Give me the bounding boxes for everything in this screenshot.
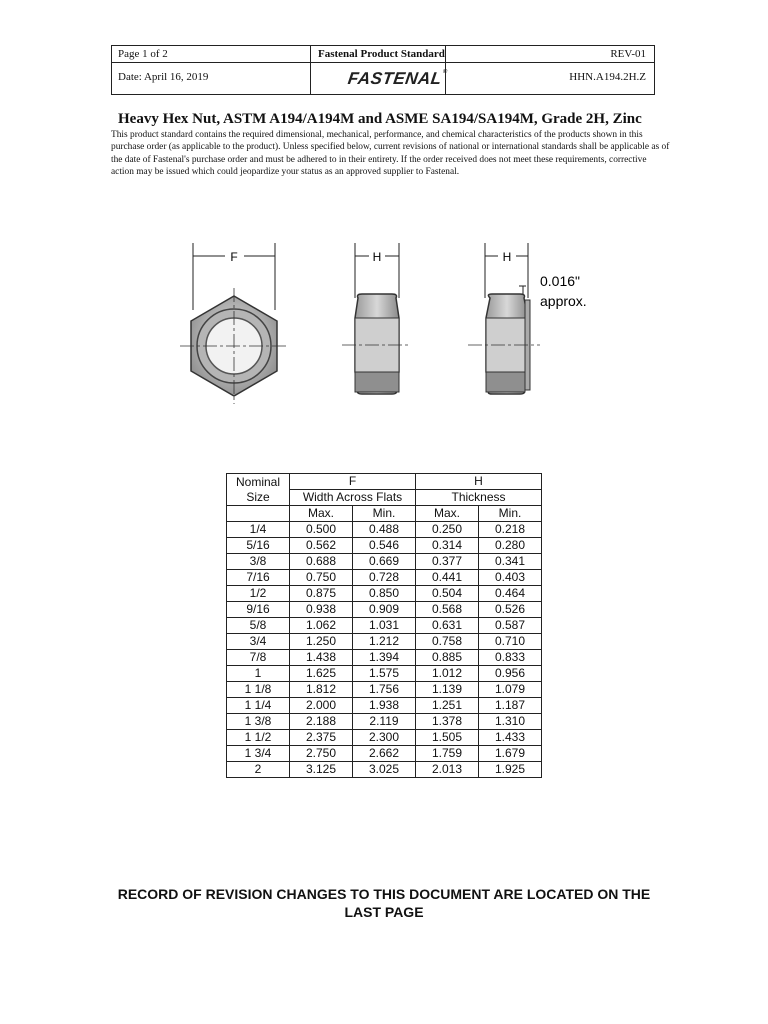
value-cell: 1.433 bbox=[479, 730, 542, 746]
table-row bbox=[227, 714, 542, 730]
document-header bbox=[111, 45, 655, 95]
width-across-flats-header: Width Across Flats bbox=[290, 490, 416, 506]
value-cell: 0.546 bbox=[353, 538, 416, 554]
value-cell: 1.756 bbox=[353, 682, 416, 698]
table-row bbox=[227, 698, 542, 714]
dim-label-h-washer: H bbox=[502, 250, 512, 264]
front-view bbox=[180, 243, 288, 404]
f-header: F bbox=[290, 474, 416, 490]
size-cell: 1 bbox=[227, 666, 290, 682]
value-cell: 0.587 bbox=[479, 618, 542, 634]
revision-note bbox=[100, 885, 668, 921]
nut-drawing bbox=[170, 238, 610, 408]
value-cell: 1.250 bbox=[290, 634, 353, 650]
size-cell: 7/16 bbox=[227, 570, 290, 586]
value-cell: 0.938 bbox=[290, 602, 353, 618]
value-cell: 0.758 bbox=[416, 634, 479, 650]
thickness-header: Thickness bbox=[416, 490, 542, 506]
value-cell: 1.012 bbox=[416, 666, 479, 682]
value-cell: 1.679 bbox=[479, 746, 542, 762]
table-row bbox=[227, 602, 542, 618]
value-cell: 2.188 bbox=[290, 714, 353, 730]
value-cell: 1.212 bbox=[353, 634, 416, 650]
value-cell: 0.688 bbox=[290, 554, 353, 570]
header-divider bbox=[310, 46, 311, 94]
size-cell: 1/4 bbox=[227, 522, 290, 538]
side-view bbox=[342, 243, 410, 394]
value-cell: 1.505 bbox=[416, 730, 479, 746]
size-cell: 5/16 bbox=[227, 538, 290, 554]
value-cell: 1.251 bbox=[416, 698, 479, 714]
dimensions-table bbox=[226, 473, 542, 778]
logo-mark: ® bbox=[442, 69, 449, 75]
value-cell: 0.377 bbox=[416, 554, 479, 570]
value-cell: 0.568 bbox=[416, 602, 479, 618]
value-cell: 0.280 bbox=[479, 538, 542, 554]
value-cell: 0.464 bbox=[479, 586, 542, 602]
value-cell: 1.812 bbox=[290, 682, 353, 698]
size-cell: 1/2 bbox=[227, 586, 290, 602]
value-cell: 1.139 bbox=[416, 682, 479, 698]
value-cell: 0.250 bbox=[416, 522, 479, 538]
value-cell: 0.631 bbox=[416, 618, 479, 634]
blank-cell bbox=[227, 506, 290, 522]
value-cell: 1.925 bbox=[479, 762, 542, 778]
value-cell: 2.750 bbox=[290, 746, 353, 762]
size-cell: 2 bbox=[227, 762, 290, 778]
value-cell: 0.750 bbox=[290, 570, 353, 586]
document-id: HHN.A194.2H.Z bbox=[569, 71, 646, 83]
revision: REV-01 bbox=[610, 48, 646, 60]
header-text: Size bbox=[246, 489, 270, 504]
max-header: Max. bbox=[416, 506, 479, 522]
value-cell: 0.885 bbox=[416, 650, 479, 666]
value-cell: 2.000 bbox=[290, 698, 353, 714]
header-text: Nominal bbox=[235, 474, 280, 489]
size-cell: 3/8 bbox=[227, 554, 290, 570]
value-cell: 0.403 bbox=[479, 570, 542, 586]
table-row bbox=[227, 682, 542, 698]
page-number: Page 1 of 2 bbox=[118, 48, 168, 60]
fastenal-logo bbox=[347, 69, 448, 89]
size-cell: 1 1/2 bbox=[227, 730, 290, 746]
section-view bbox=[468, 243, 587, 394]
value-cell: 1.575 bbox=[353, 666, 416, 682]
table-row bbox=[227, 538, 542, 554]
value-cell: 0.341 bbox=[479, 554, 542, 570]
table-row bbox=[227, 618, 542, 634]
value-cell: 0.956 bbox=[479, 666, 542, 682]
revision-note-line1: RECORD OF REVISION CHANGES TO THIS DOCUMENT ARE LOCATED ON THE bbox=[117, 886, 651, 902]
size-cell: 7/8 bbox=[227, 650, 290, 666]
value-cell: 0.504 bbox=[416, 586, 479, 602]
value-cell: 0.850 bbox=[353, 586, 416, 602]
nominal-size-header bbox=[227, 474, 290, 506]
table-row bbox=[227, 634, 542, 650]
size-cell: 1 1/8 bbox=[227, 682, 290, 698]
size-cell: 1 1/4 bbox=[227, 698, 290, 714]
value-cell: 0.441 bbox=[416, 570, 479, 586]
value-cell: 0.833 bbox=[479, 650, 542, 666]
value-cell: 1.079 bbox=[479, 682, 542, 698]
value-cell: 1.394 bbox=[353, 650, 416, 666]
washer-face-approx: approx. bbox=[540, 293, 587, 309]
value-cell: 0.526 bbox=[479, 602, 542, 618]
value-cell: 1.438 bbox=[290, 650, 353, 666]
table-row bbox=[227, 746, 542, 762]
table-row bbox=[227, 666, 542, 682]
min-header: Min. bbox=[479, 506, 542, 522]
value-cell: 2.119 bbox=[353, 714, 416, 730]
value-cell: 0.669 bbox=[353, 554, 416, 570]
value-cell: 1.031 bbox=[353, 618, 416, 634]
value-cell: 2.013 bbox=[416, 762, 479, 778]
table-row bbox=[227, 650, 542, 666]
value-cell: 1.938 bbox=[353, 698, 416, 714]
value-cell: 2.300 bbox=[353, 730, 416, 746]
table-row bbox=[227, 570, 542, 586]
value-cell: 1.310 bbox=[479, 714, 542, 730]
value-cell: 0.728 bbox=[353, 570, 416, 586]
size-cell: 1 3/8 bbox=[227, 714, 290, 730]
value-cell: 1.187 bbox=[479, 698, 542, 714]
intro-paragraph: This product standard contains the required dimensional, mechanical, performance, and chemical characteristics of the products shown in this purchase order (as applicable to the product). Unless specified below, current revisions of national or international standards shall be applicable as of the date of Fastenal's purchase order and must be adhered to in their entirety. If the order received does not meet these requirements, corrective action may be issued which could jeopardize your status as an approved supplier to Fastenal. bbox=[111, 130, 670, 177]
size-cell: 1 3/4 bbox=[227, 746, 290, 762]
max-header: Max. bbox=[290, 506, 353, 522]
dim-label-f: F bbox=[230, 250, 238, 264]
table-row bbox=[227, 522, 542, 538]
value-cell: 3.125 bbox=[290, 762, 353, 778]
table-row bbox=[227, 762, 542, 778]
logo-text: FASTENAL bbox=[346, 69, 444, 88]
value-cell: 1.062 bbox=[290, 618, 353, 634]
size-cell: 5/8 bbox=[227, 618, 290, 634]
doc-type: Fastenal Product Standard bbox=[318, 48, 445, 60]
value-cell: 0.488 bbox=[353, 522, 416, 538]
h-header: H bbox=[416, 474, 542, 490]
value-cell: 0.500 bbox=[290, 522, 353, 538]
value-cell: 0.710 bbox=[479, 634, 542, 650]
value-cell: 2.662 bbox=[353, 746, 416, 762]
page-title: Heavy Hex Nut, ASTM A194/A194M and ASME SA194/SA194M, Grade 2H, Zinc bbox=[118, 111, 642, 127]
value-cell: 2.375 bbox=[290, 730, 353, 746]
revision-note-line2: LAST PAGE bbox=[344, 904, 424, 920]
min-header: Min. bbox=[353, 506, 416, 522]
value-cell: 3.025 bbox=[353, 762, 416, 778]
table-row bbox=[227, 730, 542, 746]
table-row bbox=[227, 554, 542, 570]
table-row bbox=[227, 586, 542, 602]
value-cell: 0.909 bbox=[353, 602, 416, 618]
value-cell: 1.625 bbox=[290, 666, 353, 682]
size-cell: 9/16 bbox=[227, 602, 290, 618]
value-cell: 0.562 bbox=[290, 538, 353, 554]
issue-date: Date: April 16, 2019 bbox=[118, 71, 209, 83]
value-cell: 0.314 bbox=[416, 538, 479, 554]
size-cell: 3/4 bbox=[227, 634, 290, 650]
value-cell: 1.378 bbox=[416, 714, 479, 730]
value-cell: 0.875 bbox=[290, 586, 353, 602]
dim-label-h: H bbox=[372, 250, 382, 264]
washer-face-note: 0.016" bbox=[540, 273, 581, 289]
value-cell: 1.759 bbox=[416, 746, 479, 762]
value-cell: 0.218 bbox=[479, 522, 542, 538]
